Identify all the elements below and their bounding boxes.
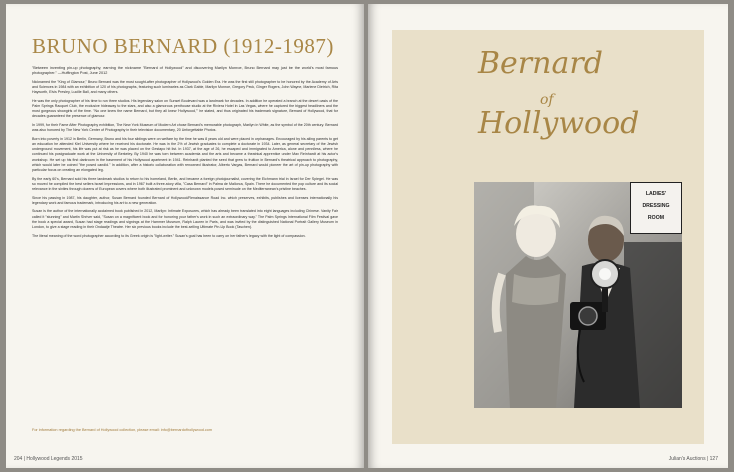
article-paragraph: By the early 60's, Bernard sold his three landmark studios to return to his homeland, Berlin, and became a foreign photojournalist, covering the Eichmann trial in Israel for Der Spiegel. He was so moved he compiled the best sellers Israel Impressions, and in 1967 built a three-story villa, "Casa Bernard" in Palma de Mallorca, Spain. There he documented the pop culture and its social relevance in the sixties through dozens of European covers where both illustrated prominent and unknown models posed seminude on the Mediterranean's pristine beaches. <box>32 176 338 192</box>
logo-of: of <box>540 92 554 108</box>
article-body <box>32 66 338 242</box>
article-title: BRUNO BERNARD (1912-1987) <box>32 34 334 58</box>
article-paragraph: Since his passing in 1987, his daughter, author, Susan Bernard founded Bernard of Hollywood/Renaissance Road Inc. which preserves, exhibits, publishes and licenses internationally his legendary work and famous trademark, introducing his art to a new generation. <box>32 195 338 205</box>
article-paragraph: Born into poverty in 1912 in Berlin, Germany, Bruno and his four siblings were on welfare by the time he was 8 years old and were placed in orphanages. Encouraged by his ailing parents to get an education he attended Kiel University where he received his doctorate. He was in the 2% of Jewish graduates to complete a doctorate in 1934. Later, as general secretary of the Jewish underground movement, his life was put at risk as he was placed on the Gestapo hit list. In 1937, at the age of 26, he escaped and immigrated to America, alone and penniless, where he continued his postgraduate work at the University of Berkeley. By 1940 he was torn between academia and the arts and became a theatrical apprentice under Max Reinhardt at his actor's workshop. He set up his first darkroom in the basement of his Hollywood apartment in 1941. Reinhardt planted the seed that grew to fruition in Bernard's theatrical approach to photography, which would later be coined "the posed candid." In addition, after a historic collaboration with renowned illustrator, Alberto Vargas, Bernard would pioneer the art of pin-up photography with particular focus on creating an elongated leg. <box>32 136 338 173</box>
article-paragraph: Nicknamed the "King of Glamour," Bruno Bernard was the most sought-after photographer of Hollywood's Golden Era. He was the first still photographer to be honored by the Academy of Arts and Sciences in 1984 with an exhibition of 120 of his photographs, featuring such luminaries as Clark Gable, Marilyn Monroe, Gregory Peck, Ginger Rogers, John Wayne, Marlene Dietrich, Rita Hayworth, Elvis Presley, Lucille Ball, and many others. <box>32 79 338 95</box>
contact-footnote: For information regarding the Bernard of Hollywood collection, please email: info@bernardofhollywood.com <box>32 428 213 432</box>
vintage-photograph <box>474 182 682 408</box>
article-paragraph: The literal meaning of the word photographer according to its Greek origin is "light-writer." Susan's goal has been to carry on her father's legacy with the light of compassion. <box>32 233 306 238</box>
feature-panel <box>392 30 704 444</box>
article-paragraph: Susan is the author of the internationally acclaimed book published in 2012, Marilyn: Intimate Exposures, which has already been translated into eight languages including Chinese. Vanity Fair called it "stunning" and Martin Shriver said, "Susan on a magnificent book and for honoring your father's work in such an extraordinary way." The Palm Springs International Film Festival gave the book a special award, Susan had stage readings and signings at the Hammer Museum, Ralph Lauren in Paris, and was invited by the distinguished National Portrait Gallery Museum in London, to give a stage reading in their Ondaatje Theatre. Her six previous books include the best-selling Ultimate Pin-Up Book (Taschen). <box>32 209 338 230</box>
article-paragraph: In 1999, for their Fame After Photography exhibition, The New York Museum of Modern Art chose Bernard's memorable photograph, Marilyn in White, as the symbol of the 20th century. Bernard was also honored by The New York Center of Photography in their television documentary, 20 Unforgettable Photos. <box>32 123 338 133</box>
dressing-room-sign <box>630 182 682 234</box>
logo-hollywood: Hollywood <box>478 106 640 141</box>
sign-line: DRESSING <box>642 203 670 209</box>
article-paragraph: "Between inventing pin-up photography, earning the nickname "Bernard of Hollywood" and discovering Marilyn Monroe, Bruno Bernard may just be the world's most famous photographer." —Huffington Post, June 2012 <box>32 66 338 76</box>
left-page <box>6 4 364 468</box>
article-paragraph: He was the only photographer of his time to run three studios. His legendary salon on Sunset Boulevard was a landmark for decades. In addition he operated a branch at the desert oasis of the Palm Springs Racquet Club, the exclusive hideaway to the stars, and also a glamorous penthouse studio at the Riviera Hotel in Las Vegas, where he captured the biggest headliners and the most gorgeous showgirls of the time. "No one knew the name Bernard, but they all knew 'Hollywood,'" he stated, and thus originated his trademark signature, Bernard of Hollywood, that for decades guaranteed the presence of glamour. <box>32 98 338 119</box>
left-page-folio: 204 | Hollywood Legends 2015 <box>14 456 83 462</box>
bernard-of-hollywood-logo <box>392 30 704 170</box>
sign-line: ROOM <box>647 215 665 221</box>
logo-bernard: Bernard <box>478 46 603 81</box>
right-page-folio: Julian's Auctions | 127 <box>668 456 718 462</box>
sign-line: LADIES' <box>645 191 667 197</box>
right-page <box>368 4 728 468</box>
